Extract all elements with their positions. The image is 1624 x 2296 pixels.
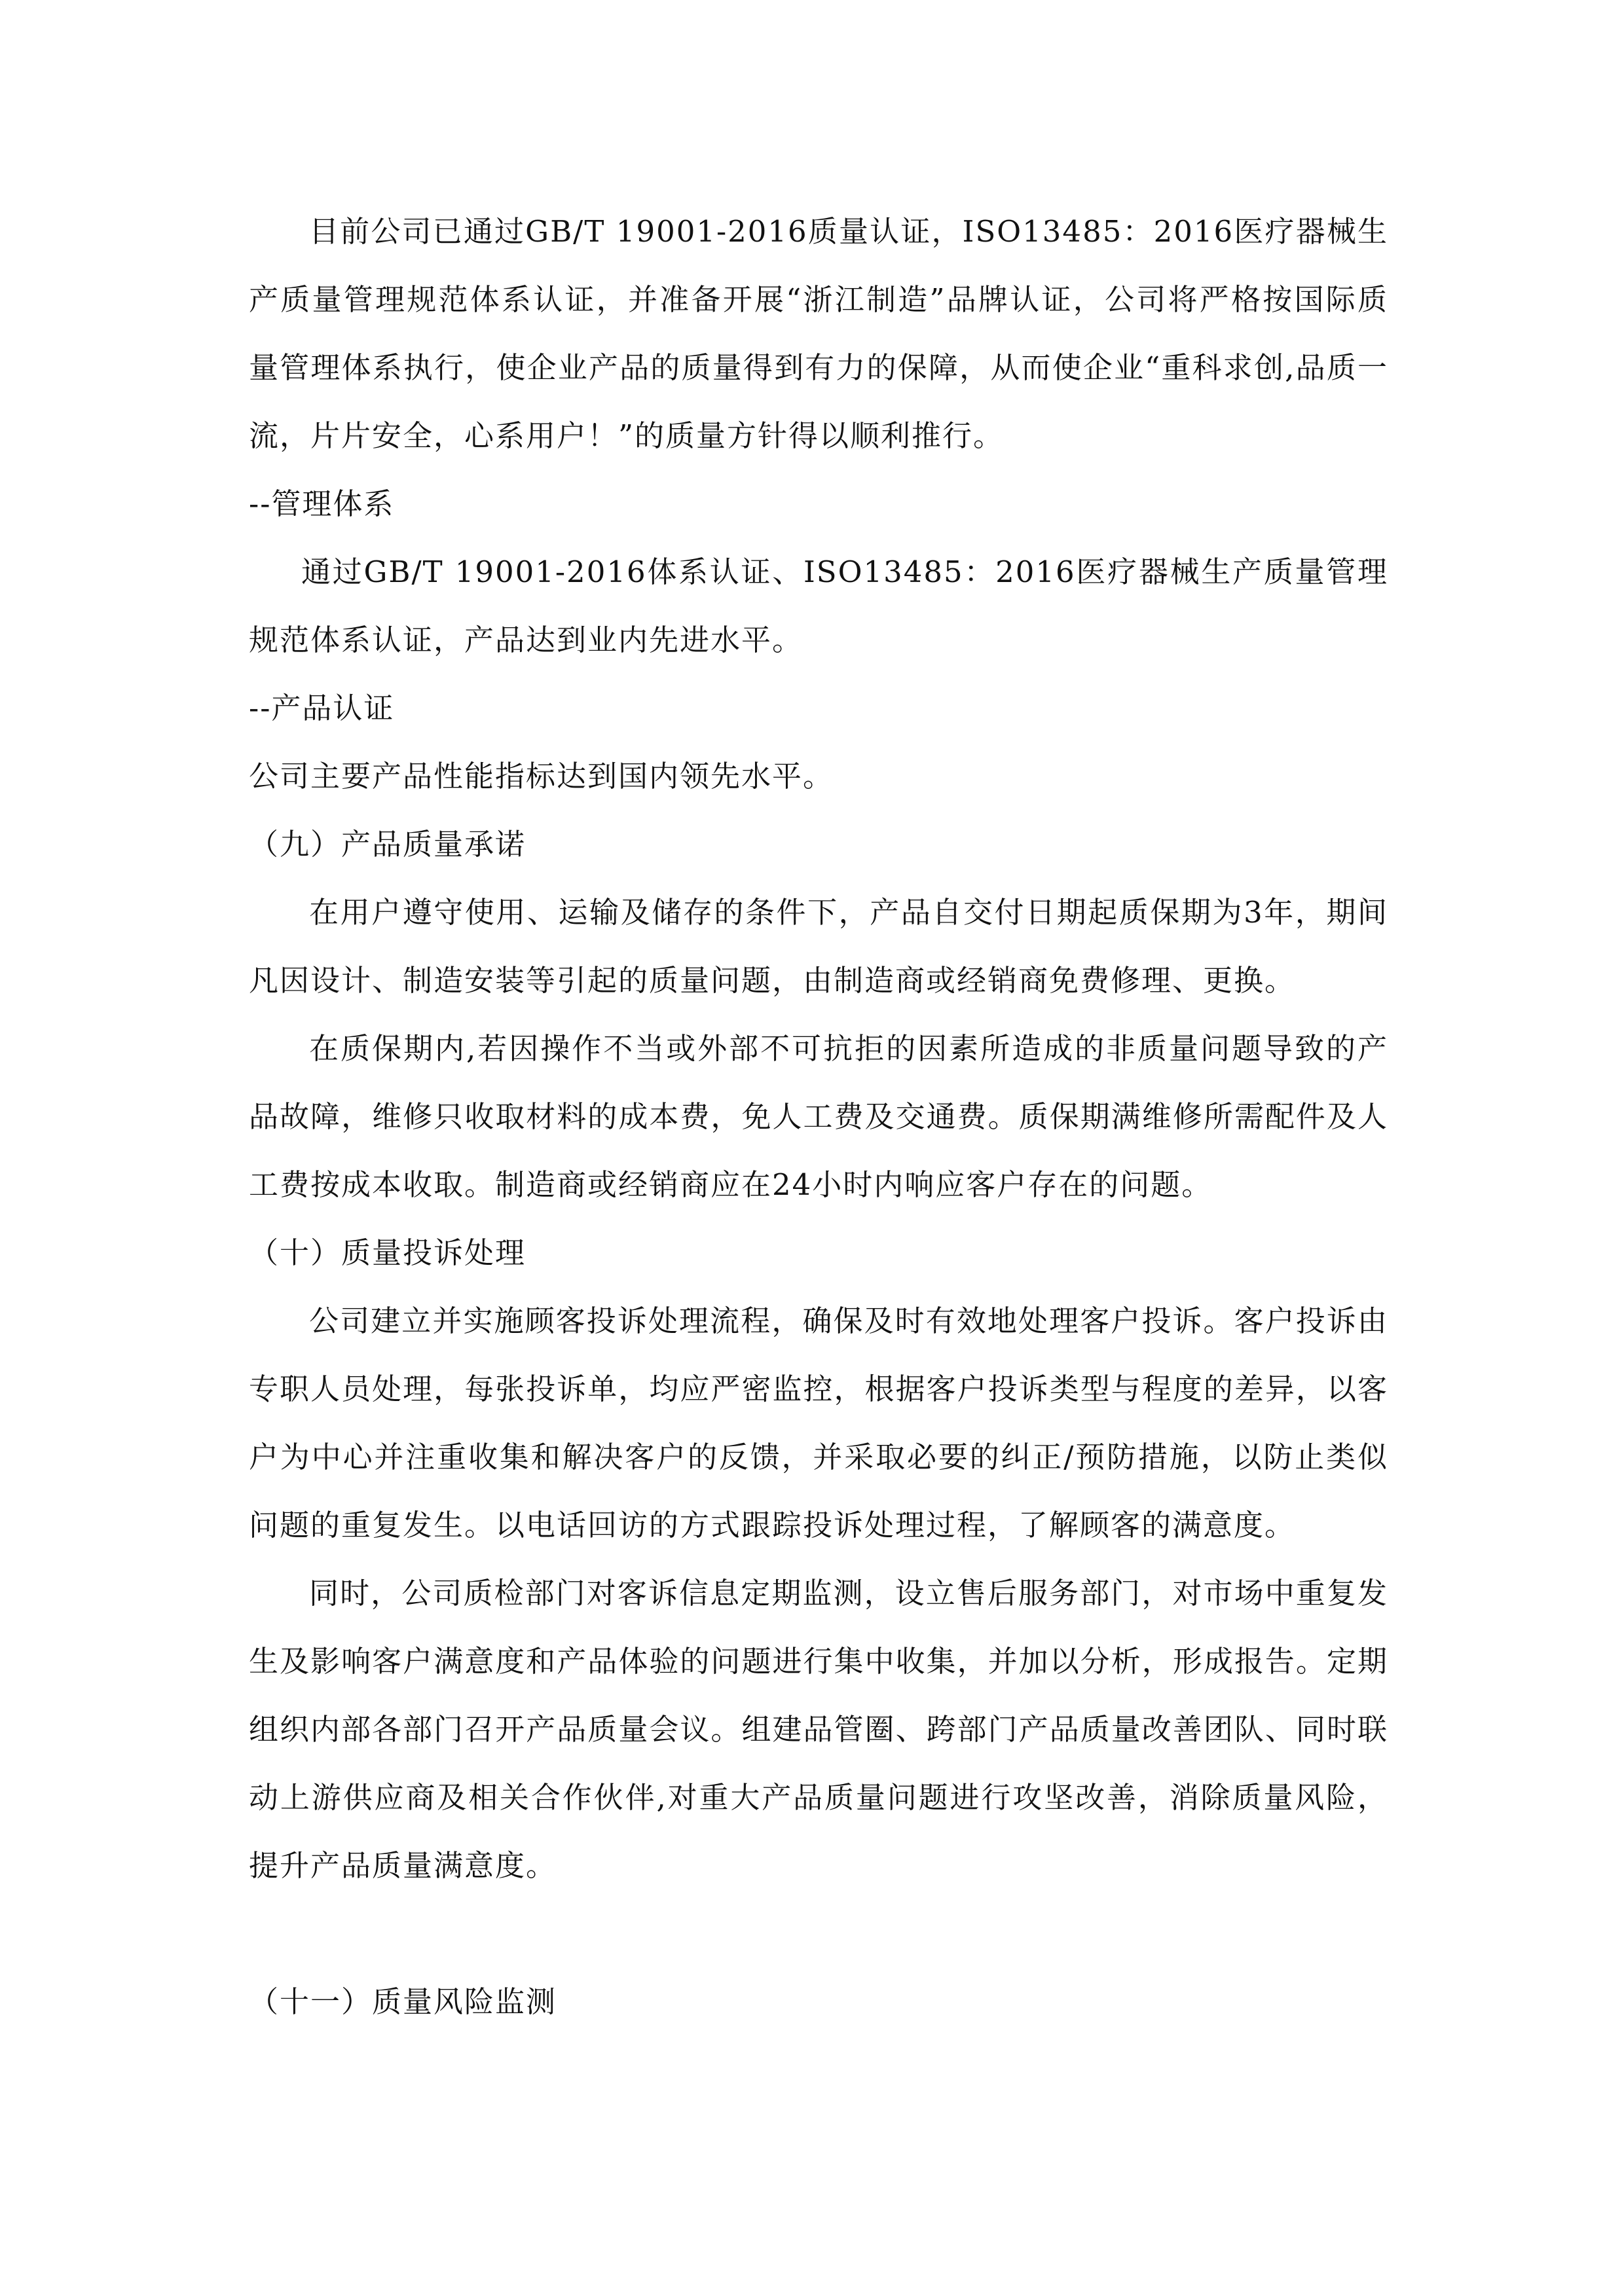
paragraph-warranty-repairs: 在质保期内,若因操作不当或外部不可抗拒的因素所造成的非质量问题导致的产品故障，维修只收取材料的成本费，免人工费及交通费。质保期满维修所需配件及人工费按成本收取。制造商或经销商应在24小时内响应客户存在的问题。: [249, 1031, 1388, 1202]
paragraph-warranty: 在用户遵守使用、运输及储存的条件下，产品自交付日期起质保期为3年，期间凡因设计、制造安装等引起的质量问题，由制造商或经销商免费修理、更换。: [249, 895, 1388, 998]
paragraph-complaint-monitoring: 同时，公司质检部门对客诉信息定期监测，设立售后服务部门，对市场中重复发生及影响客户满意度和产品体验的问题进行集中收集，并加以分析，形成报告。定期组织内部各部门召开产品质量会议。组建品管圈、跨部门产品质量改善团队、同时联动上游供应商及相关合作伙伴,对重大产品质量问题进行攻坚改善，消除质量风险，提升产品质量满意度。: [249, 1576, 1388, 1883]
paragraph-product-certification: 公司主要产品性能指标达到国内领先水平。: [249, 759, 834, 793]
heading-risk-monitoring: （十一）质量风险监测: [249, 1984, 557, 2019]
paragraph-certification: 目前公司已通过GB/T 19001-2016质量认证，ISO13485：2016医疗器械生产质量管理规范体系认证，并准备开展“浙江制造”品牌认证，公司将严格按国际质量管理体系执行，使企业产品的质量得到有力的保障，从而使企业“重科求创,品质一流，片片安全，心系用户！”的质量方针得以顺利推行。: [249, 214, 1388, 453]
heading-complaint-handling: （十）质量投诉处理: [249, 1235, 526, 1270]
paragraph-complaint-process: 公司建立并实施顾客投诉处理流程，确保及时有效地处理客户投诉。客户投诉由专职人员处理，每张投诉单，均应严密监控，根据客户投诉类型与程度的差异，以客户为中心并注重收集和解决客户的反馈，并采取必要的纠正/预防措施，以防止类似问题的重复发生。以电话回访的方式跟踪投诉处理过程，了解顾客的满意度。: [249, 1303, 1388, 1542]
heading-quality-commitment: （九）产品质量承诺: [249, 827, 526, 862]
heading-product-certification: --产品认证: [249, 691, 395, 725]
heading-management-system: --管理体系: [249, 486, 395, 521]
paragraph-management-system: 通过GB/T 19001-2016体系认证、ISO13485：2016医疗器械生产质量管理规范体系认证，产品达到业内先进水平。: [249, 555, 1388, 657]
document-body: [249, 198, 1388, 2036]
